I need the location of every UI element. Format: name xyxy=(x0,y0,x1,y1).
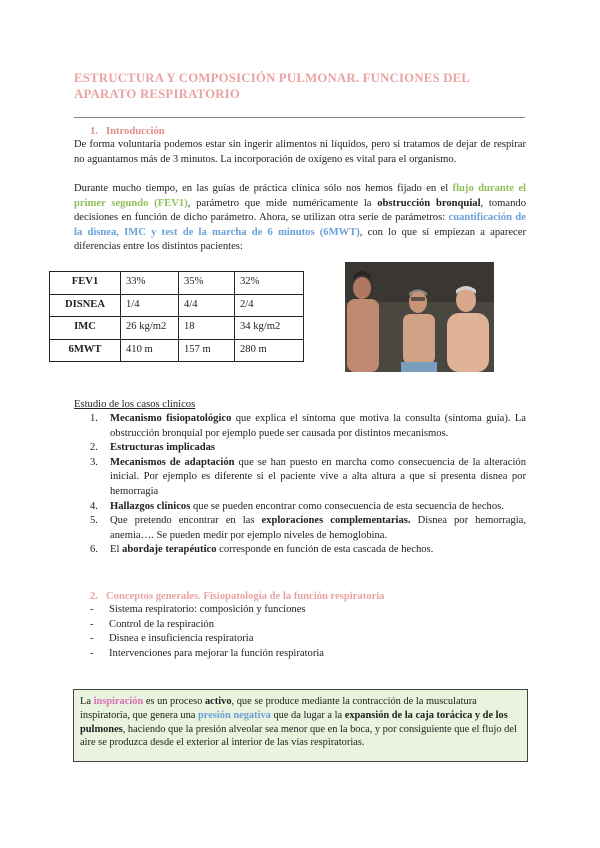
intro-paragraph: De forma voluntaria podemos estar sin ingerir alimentos ni líquidos, pero si tratamos de dejar de respirar no aguantamos más de 3 minutos. La incorporación de oxígeno es vital para el organismo. xyxy=(74,139,526,165)
item-text: Intervenciones para mejorar la función respiratoria xyxy=(109,647,325,659)
table-cell: 157 m xyxy=(179,339,235,362)
text-run: , con lo que sí empiezan a aparecer diferencias entre los distintos pacientes: xyxy=(74,226,526,253)
negative-pressure-term: presión negativa xyxy=(198,709,271,721)
title-divider xyxy=(74,117,525,118)
section-2-number: 2. xyxy=(90,591,98,602)
item-number: 5. xyxy=(90,515,98,527)
row-label: IMC xyxy=(50,317,121,340)
dash-bullet: - xyxy=(90,604,94,615)
list-item xyxy=(90,632,324,647)
three-patients-photo xyxy=(345,262,494,372)
table-cell: 33% xyxy=(121,272,179,295)
text-run: , parámetro que mide numéricamente la xyxy=(187,197,378,209)
inspiration-term: inspiración xyxy=(93,696,144,707)
item-term: Mecanismos de adaptación xyxy=(110,456,235,468)
table-cell: 32% xyxy=(235,272,304,295)
table-row xyxy=(50,317,304,340)
dash-bullet: - xyxy=(90,618,94,630)
item-number: 4. xyxy=(90,500,98,512)
item-text: Disnea e insuficiencia respiratoria xyxy=(109,633,254,645)
table-row xyxy=(50,294,304,317)
patients-table xyxy=(49,271,304,362)
item-text: que se han puesto en marcha como consecuencia de la alteración inicial. Por ejemplo es diferente si el paciente vive a alta altura a que si presenta disnea por hemorragia xyxy=(110,456,526,497)
table-cell: 4/4 xyxy=(179,294,235,317)
list-item xyxy=(90,647,324,662)
text-run: , haciendo que la presión alveolar sea menor que en la boca, y por consiguiente que el flujo del aire se produzca desde el exterior al interior de las vías respiratorias. xyxy=(80,723,517,749)
item-prefix: Que pretendo encontrar en las xyxy=(110,515,262,527)
item-prefix: El xyxy=(110,544,123,556)
concepts-list xyxy=(90,603,324,661)
table-row xyxy=(50,339,304,362)
item-term: Mecanismo fisiopatológico xyxy=(110,413,232,424)
inspiration-callout xyxy=(73,689,528,762)
list-item xyxy=(74,456,526,500)
item-term: exploraciones complementarias. xyxy=(261,515,411,527)
section-1-title: Introducción xyxy=(106,126,165,137)
item-text: que explica el síntoma que motiva la consulta (síntoma guía). La obstrucción bronquial por ejemplo puede ser causada por distintos mecanismos. xyxy=(110,413,526,439)
bronchial-obstruction-term: obstrucción bronquial xyxy=(377,197,481,209)
document-title: ESTRUCTURA Y COMPOSICIÓN PULMONAR. FUNCIONES DEL APARATO RESPIRATORIO xyxy=(74,71,470,101)
item-term: abordaje terapéutico xyxy=(122,544,217,556)
list-item xyxy=(74,543,526,558)
text-run: Durante mucho tiempo, en las guías de práctica clínica sólo nos hemos fijado en el xyxy=(74,183,453,194)
list-item xyxy=(74,514,526,543)
row-label: FEV1 xyxy=(50,272,121,295)
item-number: 3. xyxy=(90,456,98,468)
section-1-number: 1. xyxy=(90,126,98,137)
text-run: , tomando decisiones en función de dicho parámetro. Ahora, se utilizan otra serie de parámetros: xyxy=(74,197,526,224)
item-text: que se pueden encontrar como consecuencia de esta secuencia de hechos. xyxy=(190,500,504,512)
parameters-highlight: cuantificación de la disnea, IMC y test de la marcha de 6 minutos (6MWT) xyxy=(74,212,526,238)
text-run: es un proceso xyxy=(143,696,205,707)
text-run: que da lugar a la xyxy=(270,709,345,721)
table-cell: 280 m xyxy=(235,339,304,362)
row-label: DISNEA xyxy=(50,294,121,317)
item-text: Control de la respiración xyxy=(109,618,215,630)
table-cell: 410 m xyxy=(121,339,179,362)
row-label: 6MWT xyxy=(50,339,121,362)
list-item xyxy=(74,441,526,456)
item-text: Disnea por hemorragia, anemia…. Se pueden medir por ejemplo niveles de hemoglobina. xyxy=(110,515,526,541)
active-term: activo xyxy=(204,696,232,707)
item-term: Estructuras implicadas xyxy=(110,442,216,454)
list-item xyxy=(74,500,526,515)
item-number: 2. xyxy=(90,442,98,454)
section-2-title: Conceptos generales. Fisiopatología de la función respiratoria xyxy=(106,591,385,602)
fev1-highlight: flujo durante el primer segundo (FEV1) xyxy=(74,183,526,209)
dash-bullet: - xyxy=(90,633,94,645)
item-number: 6. xyxy=(90,544,98,556)
patients-illustration xyxy=(345,262,494,372)
item-number: 1. xyxy=(90,413,98,424)
table-row xyxy=(50,272,304,295)
table-cell: 18 xyxy=(179,317,235,340)
cases-list xyxy=(74,412,526,558)
table-cell: 2/4 xyxy=(235,294,304,317)
text-run: La xyxy=(80,696,94,707)
table-cell: 26 kg/m2 xyxy=(121,317,179,340)
table-cell: 35% xyxy=(179,272,235,295)
cases-title: Estudio de los casos clínicos xyxy=(74,399,196,410)
parameters-paragraph xyxy=(74,182,526,255)
list-item xyxy=(90,603,324,618)
table-cell: 34 kg/m2 xyxy=(235,317,304,340)
dash-bullet: - xyxy=(90,647,94,659)
item-text: corresponde en función de esta cascada de hechos. xyxy=(216,544,434,556)
expansion-term: expansión de la caja torácica y de los pulmones xyxy=(80,709,508,735)
table-cell: 1/4 xyxy=(121,294,179,317)
item-text: Sistema respiratorio: composición y funciones xyxy=(109,604,306,615)
item-term: Hallazgos clínicos xyxy=(110,500,191,512)
text-run: , que se produce mediante la contracción de la musculatura inspiratoria, que genera una xyxy=(80,696,477,721)
list-item xyxy=(74,412,526,441)
list-item xyxy=(90,618,324,633)
